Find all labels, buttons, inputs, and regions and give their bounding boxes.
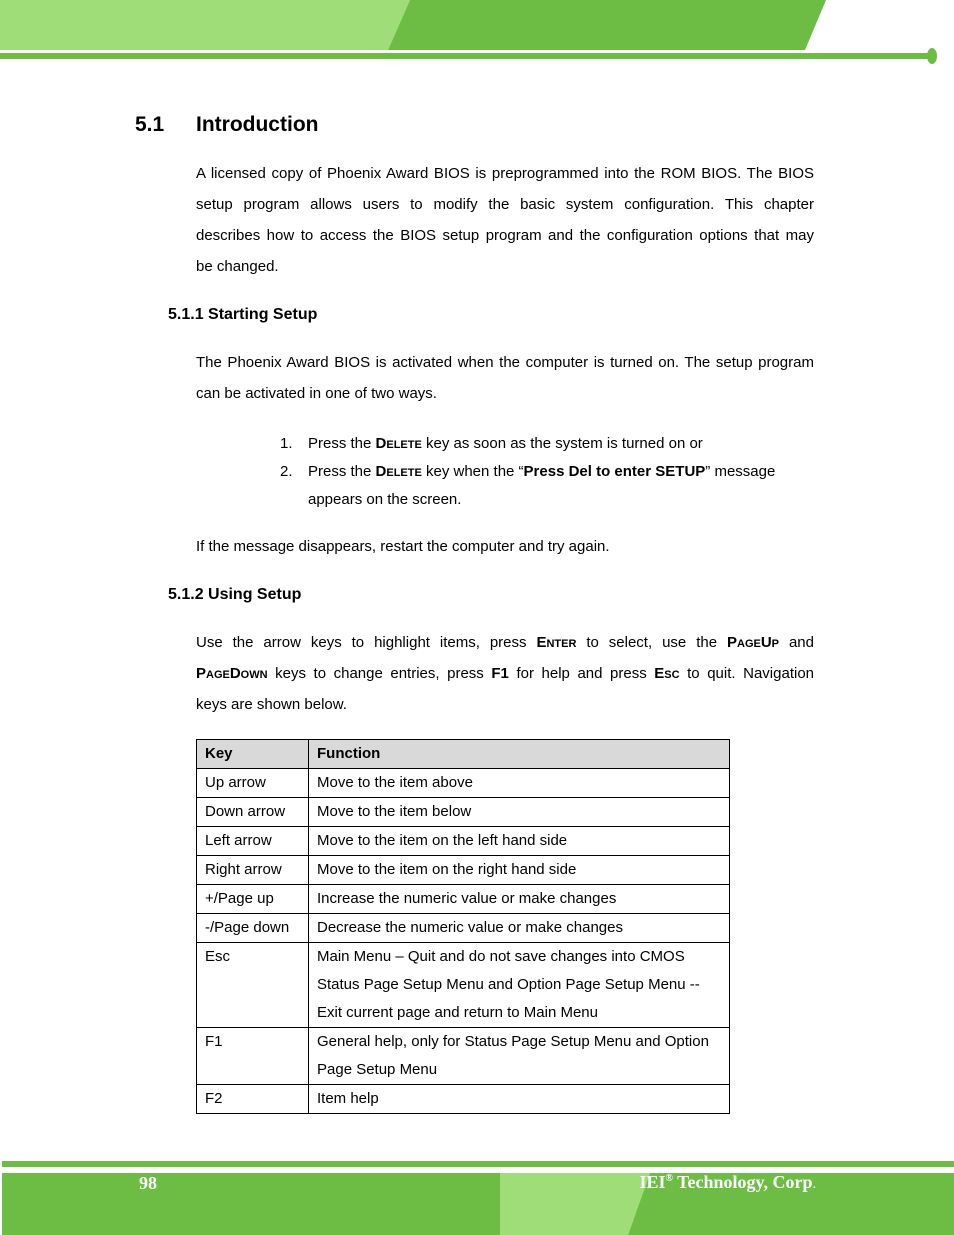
key-cell: Up arrow bbox=[197, 769, 309, 798]
step-text: key as soon as the system is turned on or bbox=[421, 435, 703, 452]
intro-line: be changed. bbox=[196, 258, 279, 275]
column-header-key: Key bbox=[197, 740, 309, 769]
subsection-heading-using-setup: 5.1.2 Using Setup bbox=[168, 586, 302, 603]
step-number: 1. bbox=[280, 435, 293, 452]
key-cell: F2 bbox=[197, 1085, 309, 1114]
retry-paragraph bbox=[196, 531, 814, 562]
function-line: Move to the item on the right hand side bbox=[317, 861, 577, 878]
using-line: keys are shown below. bbox=[196, 696, 347, 713]
function-line: Increase the numeric value or make changes bbox=[317, 890, 617, 907]
key-esc: Esc bbox=[654, 665, 680, 682]
intro-line: setup program allows users to modify the basic system configuration. This chapter bbox=[196, 196, 814, 213]
key-cell: Right arrow bbox=[197, 856, 309, 885]
function-cell bbox=[309, 856, 730, 885]
key-delete: Delete bbox=[375, 463, 422, 480]
table-row bbox=[197, 769, 730, 798]
using-line bbox=[196, 658, 814, 689]
table-row bbox=[197, 885, 730, 914]
list-item bbox=[280, 458, 800, 514]
using-setup-paragraph bbox=[196, 627, 814, 720]
text: to select, use the bbox=[576, 634, 727, 651]
function-line: Move to the item below bbox=[317, 803, 472, 820]
key-cell: +/Page up bbox=[197, 885, 309, 914]
step-number: 2. bbox=[280, 463, 293, 480]
intro-line: A licensed copy of Phoenix Award BIOS is preprogrammed into the ROM BIOS. The BIOS bbox=[196, 165, 814, 182]
key-pageup: PageUp bbox=[727, 634, 780, 651]
key-cell: Esc bbox=[197, 943, 309, 1028]
intro-paragraph bbox=[196, 158, 814, 282]
setup-message: Press Del to enter SETUP bbox=[523, 463, 706, 480]
function-line: Move to the item on the left hand side bbox=[317, 832, 568, 849]
function-cell bbox=[309, 885, 730, 914]
key-enter: Enter bbox=[536, 634, 577, 651]
function-cell bbox=[309, 1085, 730, 1114]
brand-dot: . bbox=[812, 1177, 816, 1192]
intro-line: describes how to access the BIOS setup program and the configuration options that may bbox=[196, 227, 814, 244]
list-item bbox=[280, 430, 800, 458]
function-line: Status Page Setup Menu and Option Page Setup Menu -- bbox=[317, 976, 700, 993]
starting-setup-paragraph bbox=[196, 347, 814, 409]
step-text: appears on the screen. bbox=[308, 491, 462, 508]
brand-rest: Technology, Corp bbox=[672, 1172, 813, 1192]
key-f1: F1 bbox=[491, 665, 509, 682]
key-cell: F1 bbox=[197, 1028, 309, 1085]
text: and bbox=[779, 634, 814, 651]
function-line: Main Menu – Quit and do not save changes into CMOS bbox=[317, 948, 685, 965]
function-cell bbox=[309, 798, 730, 827]
using-line bbox=[196, 627, 814, 658]
text: keys to change entries, press bbox=[267, 665, 492, 682]
function-cell bbox=[309, 1028, 730, 1085]
table-header-row bbox=[197, 740, 730, 769]
section-title: Introduction bbox=[196, 113, 319, 136]
function-line: Move to the item above bbox=[317, 774, 473, 791]
step-text: Press the bbox=[308, 435, 376, 452]
key-delete: Delete bbox=[375, 435, 422, 452]
brand: IEI bbox=[639, 1172, 666, 1192]
section-number: 5.1 bbox=[135, 113, 165, 136]
text: for help and press bbox=[508, 665, 655, 682]
navigation-keys-table bbox=[196, 739, 730, 1114]
subsection-heading-starting-setup: 5.1.1 Starting Setup bbox=[168, 306, 318, 323]
function-cell bbox=[309, 827, 730, 856]
header-banner bbox=[0, 0, 954, 70]
column-header-function: Function bbox=[309, 740, 730, 769]
section-heading bbox=[135, 113, 318, 137]
table-row bbox=[197, 943, 730, 1028]
function-cell bbox=[309, 914, 730, 943]
registered-mark: ® bbox=[665, 1173, 673, 1184]
key-cell: -/Page down bbox=[197, 914, 309, 943]
function-line: Exit current page and return to Main Menu bbox=[317, 1004, 598, 1021]
function-cell bbox=[309, 943, 730, 1028]
key-pagedown: PageDown bbox=[196, 665, 268, 682]
function-line: Decrease the numeric value or make changes bbox=[317, 919, 623, 936]
table-row bbox=[197, 1028, 730, 1085]
key-cell: Left arrow bbox=[197, 827, 309, 856]
company-name bbox=[639, 1172, 816, 1193]
table-row bbox=[197, 798, 730, 827]
table-row bbox=[197, 856, 730, 885]
table-row bbox=[197, 827, 730, 856]
text: Use the arrow keys to highlight items, press bbox=[196, 634, 537, 651]
setup-steps-list bbox=[280, 430, 800, 514]
step-text: ” message bbox=[705, 463, 776, 480]
starting-line: can be activated in one of two ways. bbox=[196, 385, 437, 402]
text: to quit. Navigation bbox=[679, 665, 815, 682]
key-cell: Down arrow bbox=[197, 798, 309, 827]
step-text: Press the bbox=[308, 463, 376, 480]
retry-line: If the message disappears, restart the computer and try again. bbox=[196, 538, 610, 555]
function-cell bbox=[309, 769, 730, 798]
function-line: Page Setup Menu bbox=[317, 1061, 438, 1078]
table-row bbox=[197, 914, 730, 943]
starting-line: The Phoenix Award BIOS is activated when the computer is turned on. The setup program bbox=[196, 354, 814, 371]
function-line: General help, only for Status Page Setup Menu and Option bbox=[317, 1033, 709, 1050]
table-row bbox=[197, 1085, 730, 1114]
step-text: key when the “ bbox=[421, 463, 524, 480]
table-body bbox=[197, 769, 730, 1114]
function-line: Item help bbox=[317, 1090, 379, 1107]
page-number: 98 bbox=[139, 1173, 157, 1193]
